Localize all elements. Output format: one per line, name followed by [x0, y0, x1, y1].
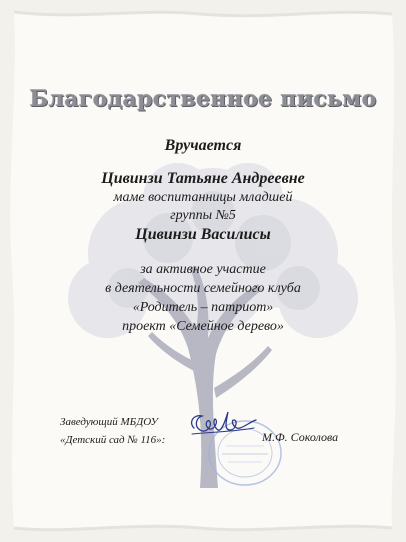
signer-position-line-1: Заведующий МБДОУ [60, 416, 158, 428]
recipient-name: Цивинзи Татьяне Андреевне [101, 170, 305, 187]
page-title: Благодарственное письмо [29, 86, 377, 112]
reason-line-2: в деятельности семейного клуба [105, 281, 301, 296]
child-name: Цивинзи Василисы [135, 226, 271, 243]
signature-icon [186, 408, 258, 442]
signer-name: М.Ф. Соколова [262, 430, 339, 444]
recipient-role-line-2: группы №5 [170, 208, 236, 223]
awarded-label: Вручается [164, 137, 242, 154]
recipient-role-line-1: маме воспитанницы младшей [113, 190, 293, 205]
signer-position-line-2: «Детский сад № 116»: [60, 434, 166, 446]
reason-line-4: проект «Семейное дерево» [122, 319, 284, 334]
reason-line-3: «Родитель – патриот» [132, 300, 274, 315]
reason-line-1: за активное участие [140, 262, 266, 277]
